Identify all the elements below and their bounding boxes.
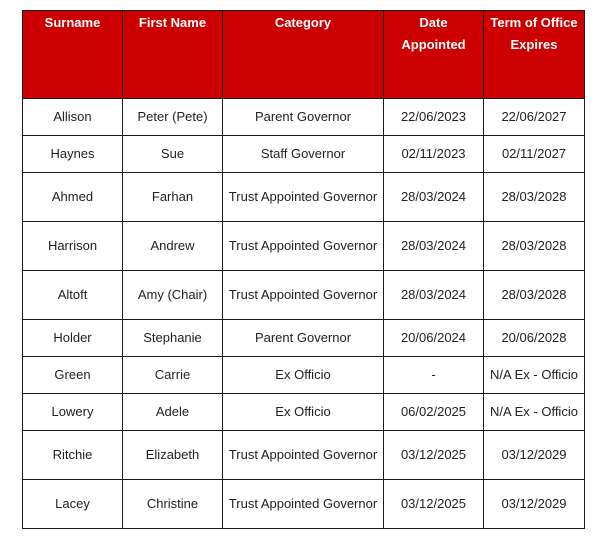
cell-surname: Lowery xyxy=(23,394,123,431)
cell-term-expires: N/A Ex - Officio xyxy=(484,394,585,431)
cell-date-appointed: 28/03/2024 xyxy=(384,271,484,320)
cell-date-appointed: 03/12/2025 xyxy=(384,431,484,480)
cell-first-name: Farhan xyxy=(123,173,223,222)
cell-surname: Ritchie xyxy=(23,431,123,480)
cell-date-appointed: 02/11/2023 xyxy=(384,136,484,173)
cell-category: Ex Officio xyxy=(223,357,384,394)
table-row xyxy=(23,357,585,394)
header-date-appointed: Date Appointed xyxy=(384,11,484,99)
cell-first-name: Peter (Pete) xyxy=(123,99,223,136)
cell-first-name: Elizabeth xyxy=(123,431,223,480)
table-row xyxy=(23,99,585,136)
cell-term-expires: 03/12/2029 xyxy=(484,431,585,480)
cell-category: Trust Appointed Governor xyxy=(223,222,384,271)
cell-date-appointed: - xyxy=(384,357,484,394)
cell-term-expires: 03/12/2029 xyxy=(484,480,585,529)
header-category: Category xyxy=(223,11,384,99)
table-row xyxy=(23,480,585,529)
cell-term-expires: 28/03/2028 xyxy=(484,222,585,271)
cell-surname: Holder xyxy=(23,320,123,357)
table-row xyxy=(23,271,585,320)
header-row xyxy=(23,11,585,99)
cell-category: Trust Appointed Governor xyxy=(223,480,384,529)
cell-date-appointed: 03/12/2025 xyxy=(384,480,484,529)
cell-category: Ex Officio xyxy=(223,394,384,431)
cell-first-name: Stephanie xyxy=(123,320,223,357)
cell-date-appointed: 22/06/2023 xyxy=(384,99,484,136)
cell-surname: Ahmed xyxy=(23,173,123,222)
cell-term-expires: 02/11/2027 xyxy=(484,136,585,173)
cell-category: Parent Governor xyxy=(223,99,384,136)
cell-first-name: Christine xyxy=(123,480,223,529)
table-header xyxy=(23,11,585,99)
cell-first-name: Amy (Chair) xyxy=(123,271,223,320)
table-row xyxy=(23,394,585,431)
cell-category: Trust Appointed Governor xyxy=(223,271,384,320)
cell-surname: Altoft xyxy=(23,271,123,320)
cell-date-appointed: 28/03/2024 xyxy=(384,173,484,222)
cell-date-appointed: 28/03/2024 xyxy=(384,222,484,271)
cell-surname: Allison xyxy=(23,99,123,136)
header-term-expires: Term of Office Expires xyxy=(484,11,585,99)
cell-surname: Haynes xyxy=(23,136,123,173)
header-surname: Surname xyxy=(23,11,123,99)
cell-date-appointed: 20/06/2024 xyxy=(384,320,484,357)
cell-term-expires: 28/03/2028 xyxy=(484,271,585,320)
cell-first-name: Carrie xyxy=(123,357,223,394)
cell-date-appointed: 06/02/2025 xyxy=(384,394,484,431)
header-first-name: First Name xyxy=(123,11,223,99)
governors-table xyxy=(22,10,585,529)
cell-term-expires: 28/03/2028 xyxy=(484,173,585,222)
table-row xyxy=(23,222,585,271)
cell-term-expires: 22/06/2027 xyxy=(484,99,585,136)
cell-category: Trust Appointed Governor xyxy=(223,173,384,222)
cell-surname: Lacey xyxy=(23,480,123,529)
cell-term-expires: 20/06/2028 xyxy=(484,320,585,357)
table-row xyxy=(23,136,585,173)
cell-category: Staff Governor xyxy=(223,136,384,173)
cell-category: Parent Governor xyxy=(223,320,384,357)
table-row xyxy=(23,173,585,222)
table-row xyxy=(23,431,585,480)
table-body xyxy=(23,99,585,529)
cell-surname: Green xyxy=(23,357,123,394)
table-row xyxy=(23,320,585,357)
cell-first-name: Adele xyxy=(123,394,223,431)
cell-first-name: Sue xyxy=(123,136,223,173)
cell-first-name: Andrew xyxy=(123,222,223,271)
cell-surname: Harrison xyxy=(23,222,123,271)
cell-term-expires: N/A Ex - Officio xyxy=(484,357,585,394)
cell-category: Trust Appointed Governor xyxy=(223,431,384,480)
